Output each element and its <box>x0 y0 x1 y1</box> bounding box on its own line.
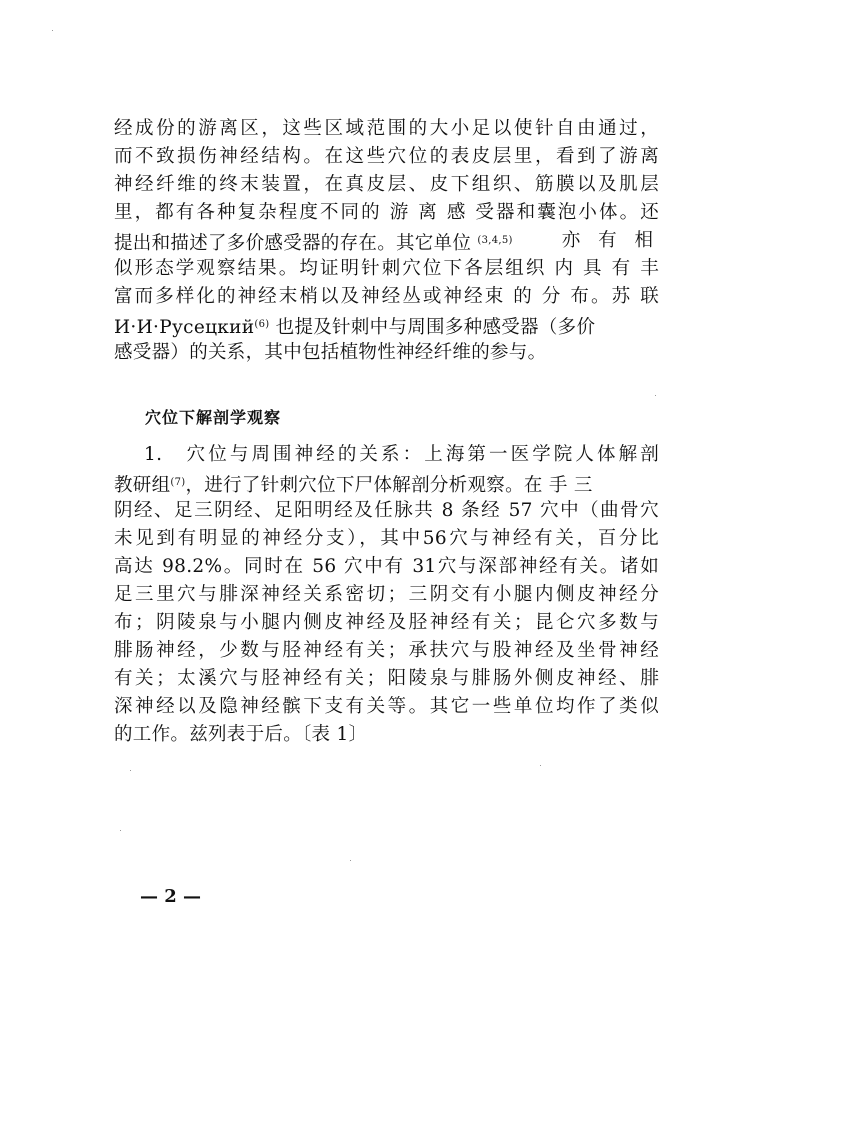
author-name: И·И·Русецкий <box>114 317 255 338</box>
section-heading: 穴位下解剖学观察 <box>145 408 282 427</box>
text-line: 有关；太溪穴与胫神经有关；阳陵泉与腓肠外侧皮神经、腓 <box>114 668 659 689</box>
text-line: 足三里穴与腓深神经关系密切；三阴交有小腿内侧皮神经分 <box>114 584 659 605</box>
text-span: 提出和描述了多价感受器的存在。其它单位 <box>114 233 472 254</box>
scan-speck <box>130 770 131 771</box>
text-line: 似形态学观察结果。均证明针刺穴位下各层组织 内 具 有 丰 <box>114 258 659 279</box>
text-line <box>114 230 659 255</box>
text-line <box>114 472 659 497</box>
text-span: 也提及针刺中与周围多种感受器（多价 <box>275 317 596 338</box>
text-line: 高达 98.2%。同时在 56 穴中有 31穴与深部神经有关。诸如 <box>114 556 659 577</box>
text-span: 教研组 <box>114 475 171 496</box>
text-line: 的工作。兹列表于后。〔表 1〕 <box>114 724 368 745</box>
scan-speck <box>540 765 541 766</box>
scan-speck <box>52 30 53 31</box>
text-line: 阴经、足三阴经、足阳明经及任脉共 8 条经 57 穴中（曲骨穴 <box>114 500 659 521</box>
text-line: 而不致损伤神经结构。在这些穴位的表皮层里，看到了游离 <box>114 146 659 167</box>
text-line: 经成份的游离区，这些区域范围的大小足以使针自由通过， <box>114 118 659 139</box>
citation-ref: (6) <box>254 319 270 330</box>
text-line: 深神经以及隐神经髌下支有关等。其它一些单位均作了类似 <box>114 696 659 717</box>
text-line: 富而多样化的神经末梢以及神经丛或神经束 的 分 布。苏 联 <box>114 286 659 307</box>
citation-ref: (3,4,5) <box>477 235 513 246</box>
scan-speck <box>350 860 351 861</box>
text-span: 亦 有 相 <box>561 230 659 251</box>
text-line: 1. 穴位与周围神经的关系：上海第一医学院人体解剖 <box>144 444 659 465</box>
text-line <box>114 314 659 339</box>
scan-speck <box>655 395 656 396</box>
text-span: ，进行了针刺穴位下尸体解剖分析观察。在 手 三 <box>185 475 593 496</box>
text-line: 未见到有明显的神经分支），其中56穴与神经有关，百分比 <box>114 528 659 549</box>
citation-ref: (7) <box>170 477 186 488</box>
text-line: 里，都有各种复杂程度不同的 游 离 感 受器和囊泡小体。还 <box>114 202 659 223</box>
scan-speck <box>120 830 121 831</box>
page-number: — 2 — <box>140 886 202 907</box>
text-line: 布；阴陵泉与小腿内侧皮神经及胫神经有关；昆仑穴多数与 <box>114 612 659 633</box>
text-line: 感受器）的关系，其中包括植物性神经纤维的参与。 <box>114 342 547 363</box>
text-line: 腓肠神经，少数与胫神经有关；承扶穴与股神经及坐骨神经 <box>114 640 659 661</box>
text-line: 神经纤维的终末装置，在真皮层、皮下组织、筋膜以及肌层 <box>114 174 659 195</box>
